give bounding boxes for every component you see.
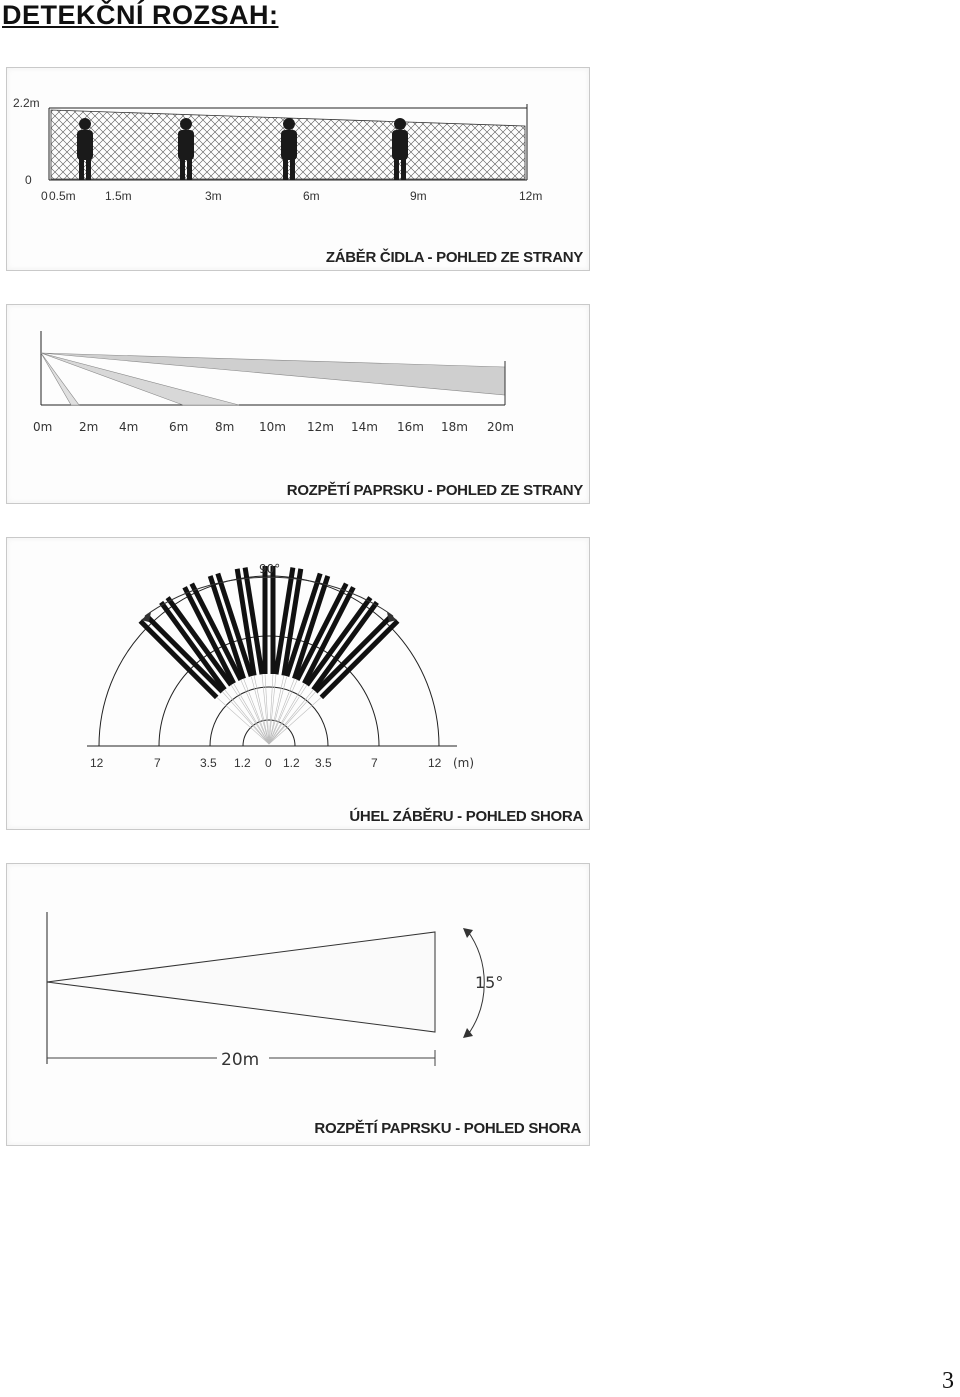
top-view-angle-panel xyxy=(6,537,590,830)
x-label: 4m xyxy=(119,420,139,434)
beam-ray xyxy=(269,690,313,744)
x-label: 8m xyxy=(215,420,235,434)
angle-label: 15° xyxy=(475,973,504,992)
page-heading: DETEKČNÍ ROZSAH: xyxy=(2,0,279,30)
x-label: 10m xyxy=(259,420,286,434)
beam-fan xyxy=(140,566,397,744)
beam-ray xyxy=(225,690,269,744)
distance-label: 20m xyxy=(221,1050,260,1070)
y-label-zero: 0 xyxy=(25,173,32,187)
panel-caption: ROZPĚTÍ PAPRSKU - POHLED ZE STRANY xyxy=(286,482,583,499)
x-label: 12 xyxy=(90,756,104,770)
x-label: 0.5m xyxy=(49,189,76,203)
x-label: 16m xyxy=(397,420,424,434)
x-label: 0 xyxy=(41,189,48,203)
beam-ray xyxy=(269,685,307,744)
side-view-coverage-panel xyxy=(6,67,590,271)
x-label: 12 xyxy=(428,756,442,770)
page-number: 3 xyxy=(942,1368,954,1394)
x-label: 9m xyxy=(410,189,427,203)
top-view-beam-diagram xyxy=(7,864,589,1145)
x-label: 7 xyxy=(371,756,378,770)
side-view-coverage-diagram xyxy=(7,68,589,270)
side-view-beam-diagram xyxy=(7,305,589,503)
x-label: 20m xyxy=(487,420,514,434)
x-label: 1.5m xyxy=(105,189,132,203)
x-label: 3.5 xyxy=(200,756,217,770)
x-label: 1.2 xyxy=(234,756,251,770)
y-label-top: 2.2m xyxy=(13,96,40,110)
x-label: 12m xyxy=(519,189,543,203)
top-view-beam-panel xyxy=(6,863,590,1146)
panel-caption: ÚHEL ZÁBĚRU - POHLED SHORA xyxy=(349,808,583,825)
x-label: 12m xyxy=(307,420,334,434)
x-label: 6m xyxy=(303,189,320,203)
x-label: 0m xyxy=(33,420,53,434)
top-view-angle-diagram xyxy=(7,538,589,829)
x-label: 0 xyxy=(265,756,272,770)
beam-ray xyxy=(231,685,269,744)
x-label: 14m xyxy=(351,420,378,434)
unit-label: (m) xyxy=(453,756,475,770)
x-label: 3.5 xyxy=(315,756,332,770)
x-label: 1.2 xyxy=(283,756,300,770)
side-view-beam-panel xyxy=(6,304,590,504)
x-label: 6m xyxy=(169,420,189,434)
x-label: 7 xyxy=(154,756,161,770)
x-label: 2m xyxy=(79,420,99,434)
panel-caption: ROZPĚTÍ PAPRSKU - POHLED SHORA xyxy=(314,1120,581,1137)
angle-label: 90° xyxy=(259,562,281,576)
x-label: 3m xyxy=(205,189,222,203)
x-label: 18m xyxy=(441,420,468,434)
panel-caption: ZÁBĚR ČIDLA - POHLED ZE STRANY xyxy=(325,249,583,266)
